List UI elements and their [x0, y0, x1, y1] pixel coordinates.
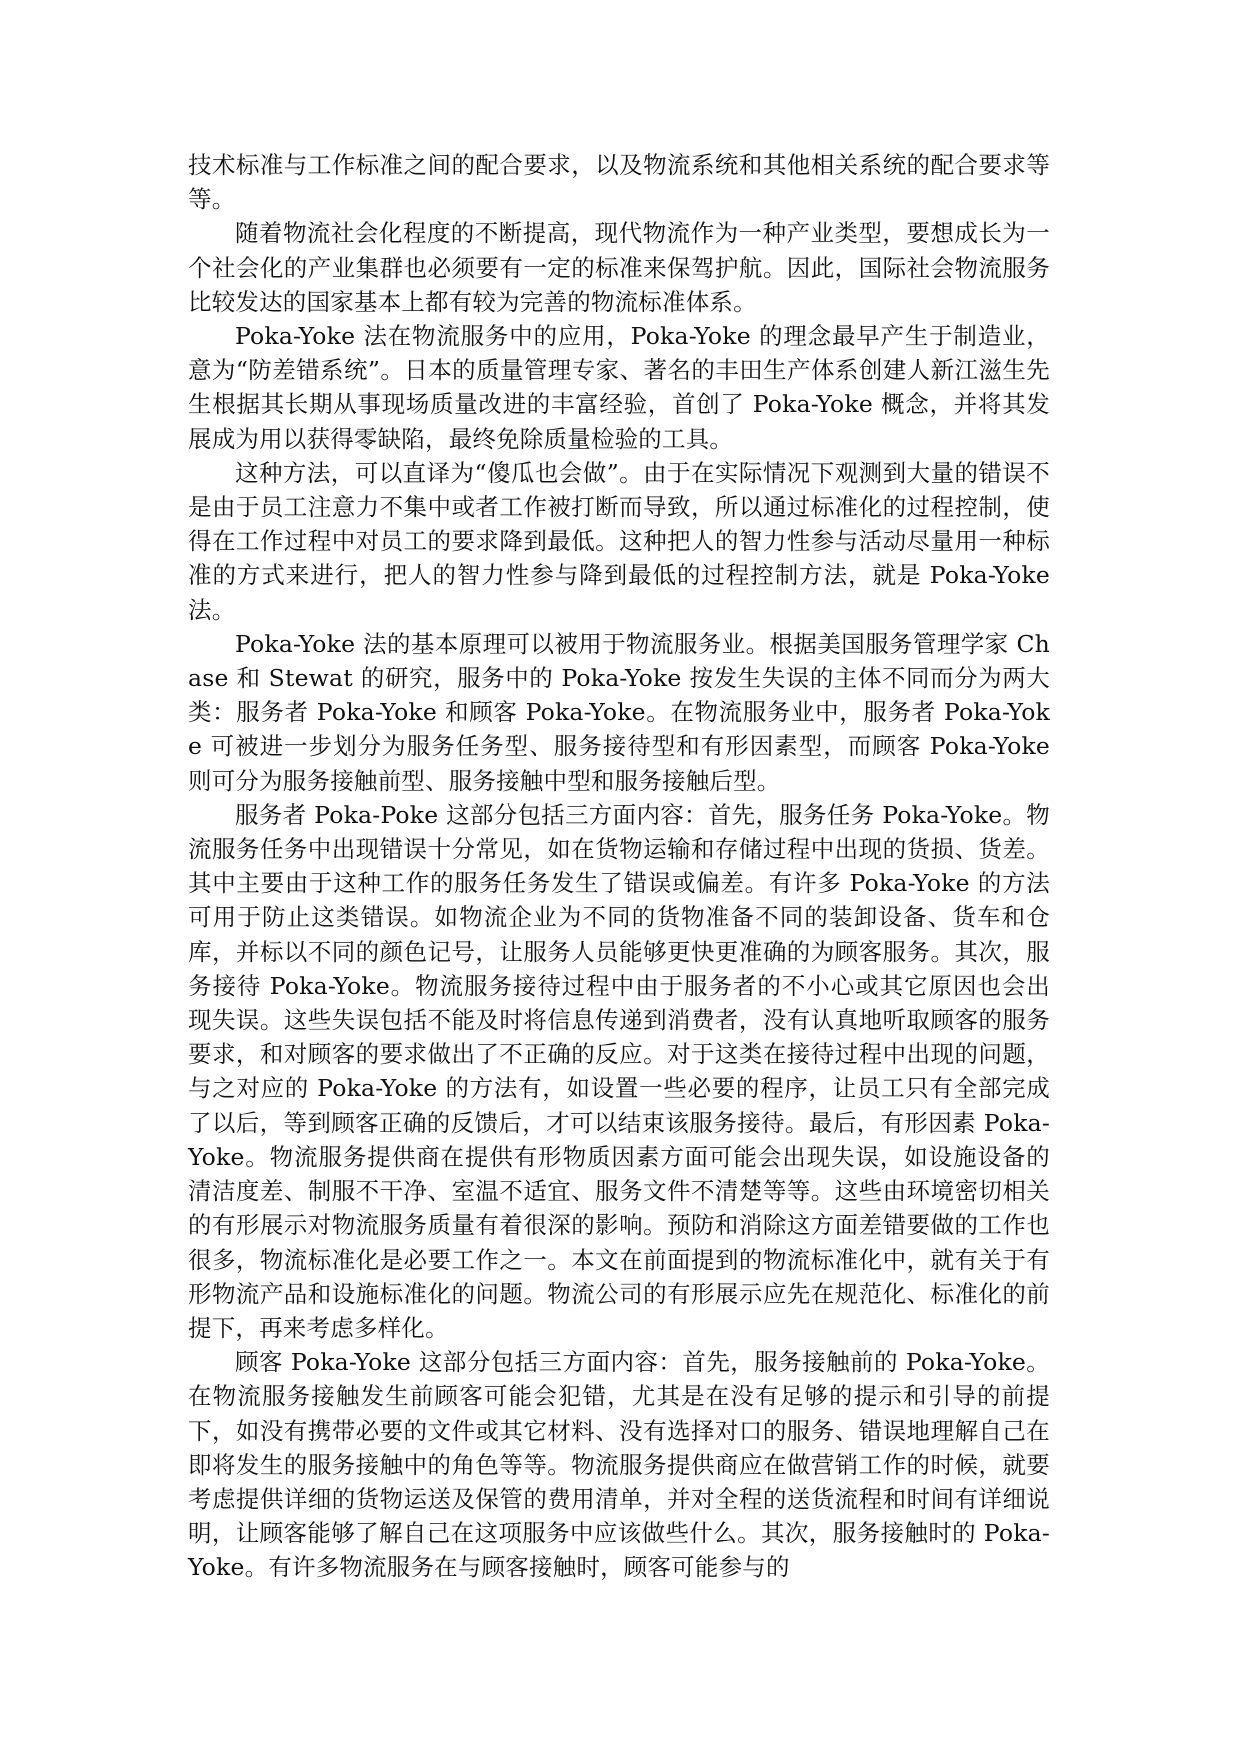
- paragraph-poka-yoke-origin: Poka-Yoke 法在物流服务中的应用，Poka-Yoke 的理念最早产生于制造业，意为“防差错系统”。日本的质量管理专家、著名的丰田生产体系创建人新江滋生先生根据其长期从事现场质量改进的丰富经验，首创了 Poka-Yoke 概念，并将其发展成为用以获得零缺陷，最终免除质量检验的工具。: [188, 322, 1050, 453]
- paragraph-server-poka-yoke: 服务者 Poka-Poke 这部分包括三方面内容：首先，服务任务 Poka-Yoke。物流服务任务中出现错误十分常见，如在货物运输和存储过程中出现的货损、货差。其中主要由于这种工作的服务任务发生了错误或偏差。有许多 Poka-Yoke 的方法可用于防止这类错误。如物流企业为不同的货物准备不同的装卸设备、货车和仓库，并标以不同的颜色记号，让服务人员能够更快更准确的为顾客服务。其次，服务接待 Poka-Yoke。物流服务接待过程中由于服务者的不小心或其它原因也会出现失误。这些失误包括不能及时将信息传递到消费者，没有认真地听取顾客的服务要求，和对顾客的要求做出了不正确的反应。对于这类在接待过程中出现的问题，与之对应的 Poka-Yoke 的方法有，如设置一些必要的程序，让员工只有全部完成了以后，等到顾客正确的反馈后，才可以结束该服务接待。最后，有形因素 Poka-Yoke。物流服务提供商在提供有形物质因素方面可能会出现失误，如设施设备的清洁度差、制服不干净、室温不适宜、服务文件不清楚等等。这些由环境密切相关的有形展示对物流服务质量有着很深的影响。预防和消除这方面差错要做的工作也很多，物流标准化是必要工作之一。本文在前面提到的物流标准化中，就有关于有形物流产品和设施标准化的问题。物流公司的有形展示应先在规范化、标准化的前提下，再来考虑多样化。: [188, 800, 1050, 1342]
- paragraph-poka-yoke-principle: Poka-Yoke 法的基本原理可以被用于物流服务业。根据美国服务管理学家 Chase 和 Stewat 的研究，服务中的 Poka-Yoke 按发生失误的主体不同而分为两大类：服务者 Poka-Yoke 和顾客 Poka-Yoke。在物流服务业中，服务者 Poka-Yoke 可被进一步划分为服务任务型、服务接待型和有形因素型，而顾客 Poka-Yoke 则可分为服务接触前型、服务接触中型和服务接触后型。: [188, 629, 1050, 795]
- paragraph-customer-poka-yoke: 顾客 Poka-Yoke 这部分包括三方面内容：首先，服务接触前的 Poka-Yoke。在物流服务接触发生前顾客可能会犯错，尤其是在没有足够的提示和引导的前提下，如没有携带必要的文件或其它材料、没有选择对口的服务、错误地理解自己在即将发生的服务接触中的角色等等。物流服务提供商应在做营销工作的时候，就要考虑提供详细的货物运送及保管的费用清单，并对全程的送货流程和时间有详细说明，让顾客能够了解自己在这项服务中应该做些什么。其次，服务接触时的 Poka-Yoke。有许多物流服务在与顾客接触时，顾客可能参与的: [188, 1348, 1050, 1582]
- body-text: [188, 148, 1050, 1585]
- paragraph-logistics-standardization: 随着物流社会化程度的不断提高，现代物流作为一种产业类型，要想成长为一个社会化的产业集群也必须要有一定的标准来保驾护航。因此，国际社会物流服务比较发达的国家基本上都有较为完善的物流标准体系。: [188, 219, 1050, 316]
- paragraph-continuation: 技术标准与工作标准之间的配合要求，以及物流系统和其他相关系统的配合要求等等。: [188, 151, 1050, 214]
- paragraph-poka-yoke-meaning: 这种方法，可以直译为“傻瓜也会做”。由于在实际情况下观测到大量的错误不是由于员工注意力不集中或者工作被打断而导致，所以通过标准化的过程控制，使得在工作过程中对员工的要求降到最低。这种把人的智力性参与活动尽量用一种标准的方式来进行，把人的智力性参与降到最低的过程控制方法，就是 Poka-Yoke 法。: [188, 458, 1050, 624]
